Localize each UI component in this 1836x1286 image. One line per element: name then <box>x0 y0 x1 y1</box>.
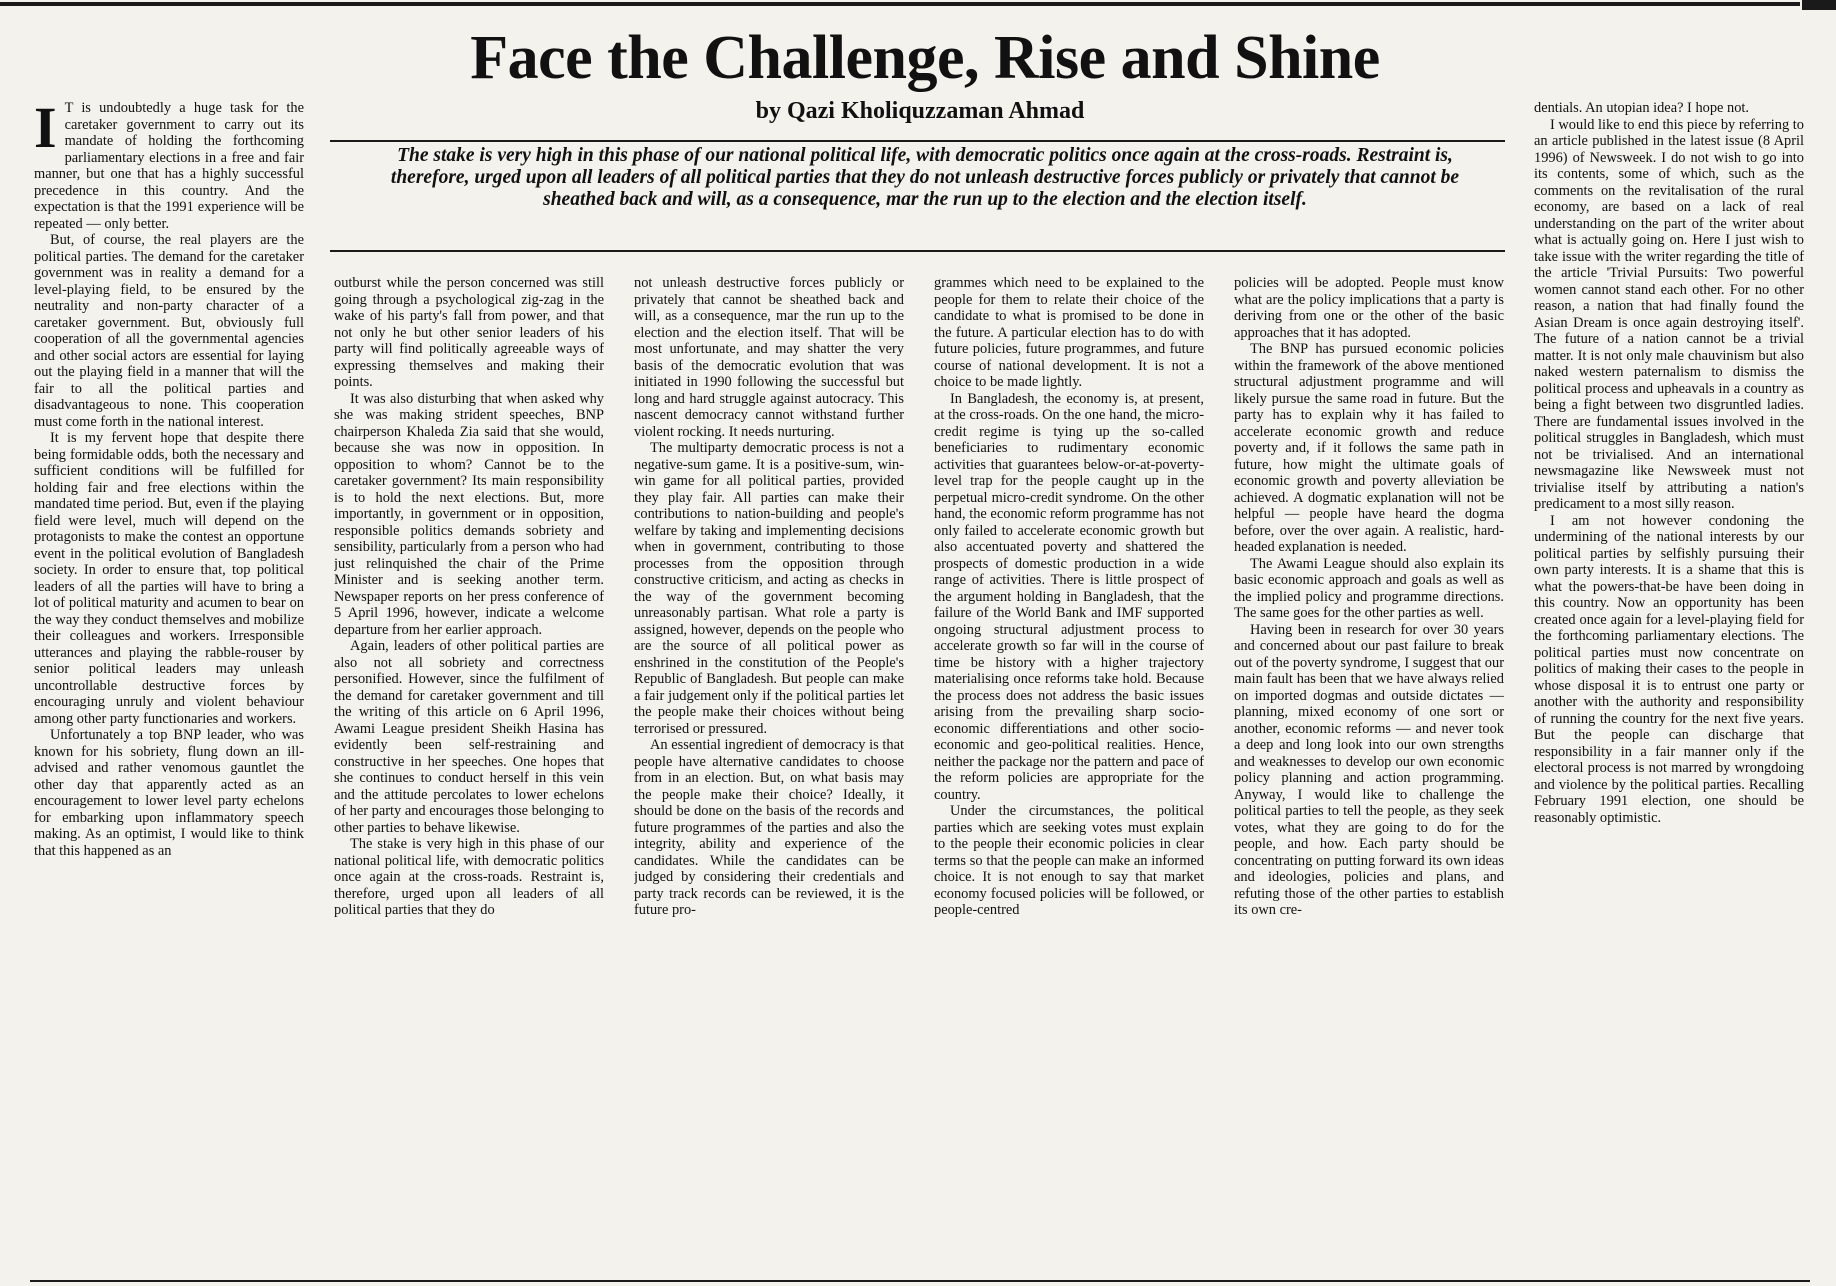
paragraph: Under the circumstances, the political parties which are seeking votes must explain to the people their economic policies in clear terms so that the people can make an informed choice. It is not enough to say that market economy focused policies will be followed, or people-centred <box>934 803 1204 918</box>
paragraph: An essential ingredient of democracy is that people have alternative candidates to choose from in an election. But, on what basis may the people make their choice? Ideally, it should be done on the basis of the records and future programmes of the parties and also the integrity, ability and experience of the candidates. While the candidates can be judged by considering their credentials and party track records can be reviewed, it is the future pro- <box>634 737 904 918</box>
paragraph: I would like to end this piece by referring to an article published in the latest issue (8 April 1996) of Newsweek. I do not wish to go into its contents, some of which, such as the comments on the revitalisation of the rural economy, are based on a lack of real understanding on the part of the writer about what is actually going on. Here I just wish to take issue with the writer regarding the title of the article 'Trivial Pursuits: Two powerful women cannot stand each other. For no other reason, a nation that had finally found the Asian Dream is once again destroying itself'. The future of a nation cannot be a trivial matter. It is not only male chauvinism but also naked western paternalism to dismiss the political process and upheavals in a country as being a fight between two disgruntled ladies. There are fundamental issues involved in the political struggles in Bangladesh, which must not be trivialised. And an international newsmagazine like Newsweek must not trivialise itself by attributing a nation's predicament to a most silly reason. <box>1534 116 1804 512</box>
paragraph: dentials. An utopian idea? I hope not. <box>1534 100 1750 116</box>
paragraph: The multiparty democratic process is not a negative-sum game. It is a positive-sum, win-win game for all political parties, provided they play fair. All parties can make their contributions to nation-building and people's welfare by taking and implementing decisions when in government, contributing to those processes from the opposition through constructive criticism, and acting as checks in the way of the government becoming unreasonably partisan. What role a party is assigned, however, depends on the people who are the source of all political power as enshrined in the constitution of the People's Republic of Bangladesh. But people can make a fair judgement only if the political parties let the people make their choices without being terrorised or pressured. <box>634 440 904 737</box>
paragraph: But, of course, the real players are the political parties. The demand for the caretaker government was in reality a demand for a level-playing field, to be ensured by the neutrality and non-party character of a caretaker government. But, obviously full cooperation of all the governmental agencies and other social actors are essential for laying out the playing field in a manner that will the fair to all the political parties and disadvantageous to none. This cooperation must come forth in the national interest. <box>34 232 304 430</box>
column-4 <box>934 275 1204 1272</box>
paragraph: Having been in research for over 30 years and concerned about our past failure to break out of the poverty syndrome, I suggest that our main fault has been that we have always relied on imported dogmas and outside dictates — planning, mixed economy of one sort or another, economic reforms — and never took a deep and long look into our own strengths and weaknesses to develop our own economic policy planning and action programming. Anyway, I would like to challenge the political parties to tell the people, as they seek votes, what they are going to do for the people, and how. Each party should be concentrating on putting forward its own ideas and ideologies, policies and plans, and refuting those of the other parties to establish its own cre- <box>1234 621 1504 918</box>
article-byline: by Qazi Kholiquzzaman Ahmad <box>755 98 1085 124</box>
column-6 <box>1534 100 1804 1272</box>
column-2 <box>334 275 604 1272</box>
paragraph: The Awami League should also explain its basic economic approach and goals as well as the implied policy and programme directions. The same goes for the other parties as well. <box>1234 555 1504 621</box>
paragraph: Again, leaders of other political parties are also not all sobriety and correctness personified. However, since the fulfilment of the demand for caretaker government and till the writing of this article on 6 April 1996, Awami League president Sheikh Hasina has evidently been self-restraining and constructive in her speeches. One hopes that she continues to conduct herself in this vein and the attitude percolates to lower echelons of her party and encourages those belonging to other parties to behave likewise. <box>334 638 604 836</box>
article-standfirst: The stake is very high in this phase of our national political life, with democratic politics once again at the cross-roads. Restraint is, therefore, urged upon all leaders of all political parties that they do not unleash destructive forces publicly or privately that cannot be sheathed back and will, as a consequence, mar the run up to the election and the election itself. <box>390 145 1460 210</box>
paragraph: It was also disturbing that when asked why she was making strident speeches, BNP chairperson Khaleda Zia said that she would, because she was now in opposition. In opposition to whom? Cannot be to the caretaker government? Its main responsibility is to hold the next elections. But, more importantly, in government or in opposition, responsible politics demands sobriety and sensibility, particularly from a person who had just relinquished the chair of the Prime Minister and is seeking another term. Newspaper reports on her press conference of 5 April 1996, however, indicate a welcome departure from her earlier approach. <box>334 390 604 638</box>
bottom-rule <box>30 1280 1810 1282</box>
top-rule <box>0 2 1800 6</box>
paragraph: policies will be adopted. People must know what are the policy implications that a party is deriving from one or the other of the basic approaches that it has adopted. <box>1234 275 1504 341</box>
paragraph: not unleash destructive forces publicly or privately that cannot be sheathed back and will, as a consequence, mar the run up to the election and the election itself. That will be most unfortunate, and may shatter the very basis of the democratic evolution that was initiated in 1990 following the successful but long and hard struggle against autocracy. This nascent democracy cannot withstand further violent rocking. It needs nurturing. <box>634 275 904 440</box>
paragraph: I am not however condoning the undermining of the national interests by our political parties by selfishly pursuing their own party interests. It is a shame that this is what the powers-that-be have been doing in this country. Now an opportunity has been created once again for a level-playing field for the forthcoming parliamentary elections. The political parties must now concentrate on politics of making their cases to the people in whose disposal it is to entrust one party or another with the authority and responsibility of running the country for the next five years. But the people can discharge that responsibility in a fair manner only if the electoral process is not marred by wrongdoing and violence by the political parties. Recalling February 1991 election, one should be reasonably optimistic. <box>1534 512 1804 826</box>
paragraph: It is my fervent hope that despite there being formidable odds, both the necessary and sufficient conditions will be fulfilled for holding fair and free elections within the mandated time period. But, even if the playing field were level, much will depend on the protagonists to make the contest an opportune event in the political evolution of Bangladesh society. In order to ensure that, top political leaders of all the parties will have to bring a lot of political maturity and acumen to bear on the way they conduct themselves and mobilize their colleagues and workers. Irresponsible utterances and playing the rabble-rouser by senior political leaders may unleash uncontrollable destructive forces by encouraging unruly and violent behaviour among other party functionaries and workers. <box>34 430 304 727</box>
column-3 <box>634 275 904 1272</box>
paragraph: In Bangladesh, the economy is, at present, at the cross-roads. On the one hand, the micro-credit regime is tying up the so-called beneficiaries to rudimentary economic activities that guarantees below-or-at-poverty-level trap for the people caught up in the perpetual micro-credit syndrome. On the other hand, the economic reform programme has not only failed to accelerate economic growth but also accentuated poverty and shattered the prospects of domestic production in a wide range of activities. There is little prospect of the argument holding in Bangladesh, that the failure of the World Bank and IMF supported ongoing structural adjustment process to accelerate growth so far will in the course of time be history with a higher trajectory materialising once reforms take hold. Because the process does not address the basic issues arising from the prevailing sharp socio-economic differentiations and other socio-economic and geo-political realities. Hence, neither the package nor the pattern and pace of the reform policies are appropriate for the country. <box>934 390 1204 803</box>
drop-cap: I <box>34 100 57 160</box>
column-5 <box>1234 275 1504 1272</box>
paragraph: The BNP has pursued economic policies within the framework of the above mentioned structural adjustment programme and will likely pursue the same road in future. But the party has to explain why it has failed to accelerate economic growth and reduce poverty and, if it follows the same path in future, how might the ultimate goals of economic growth and poverty alleviation be achieved. A dogmatic explanation will not be helpful — people have heard the dogma before, over the over again. A realistic, hard-headed explanation is needed. <box>1234 341 1504 555</box>
paragraph: Unfortunately a top BNP leader, who was known for his sobriety, flung down an ill-advised and rather venomous gauntlet the other day that apparently acted as an encouragement to lower level party echelons for embarking upon inflammatory speech making. As an optimist, I would like to think that this happened as an <box>34 727 304 859</box>
paragraph: The stake is very high in this phase of our national political life, with democratic politics once again at the cross-roads. Restraint is, therefore, urged upon all leaders of all political parties that they do <box>334 836 604 918</box>
paragraph: outburst while the person concerned was still going through a psychological zig-zag in the wake of his party's fall from power, and that not only he but other senior leaders of his party will find politically agreeable ways of expressing themselves and making their points. <box>334 275 604 390</box>
paragraph: T is undoubtedly a huge task for the caretaker government to carry out its mandate of holding the forthcoming parliamentary elections in a free and fair manner, but one that has a highly successful precedence in this country. And the expectation is that the 1991 experience will be repeated — only better. <box>34 100 304 232</box>
standfirst-bottom-rule <box>330 250 1505 252</box>
standfirst-top-rule <box>330 140 1505 142</box>
column-1 <box>34 100 304 1272</box>
paragraph: grammes which need to be explained to the people for them to relate their choice of the candidate to what is promised to be done in the future. A particular election has to do with future policies, future programmes, and future course of national development. It is not a choice to be made lightly. <box>934 275 1204 390</box>
top-right-bar <box>1802 0 1836 10</box>
article-headline: Face the Challenge, Rise and Shine <box>470 24 1380 92</box>
